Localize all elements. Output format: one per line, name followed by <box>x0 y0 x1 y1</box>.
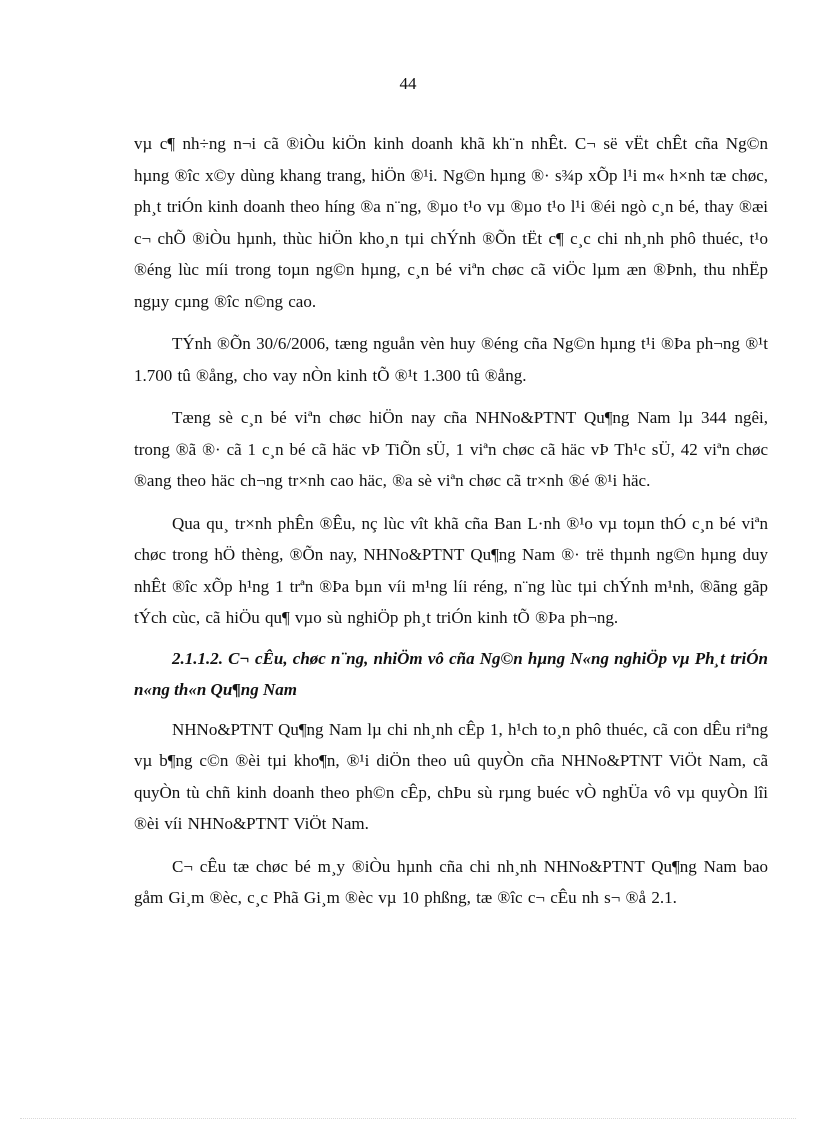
page-number: 44 <box>399 74 417 93</box>
bottom-divider <box>20 1118 796 1119</box>
paragraph-branch-status: NHNo&PTNT Qu¶ng Nam lµ chi nh¸nh cÊp 1, h¹ch to¸n phô thuéc, cã con dÊu riªng vµ b¶ng c©n ®èi tµi kho¶n, ®¹i diÖn theo uû quyÒn cña NHNo&PTNT ViÖt Nam, cã quyÒn tù chñ kinh doanh theo ph©n cÊp, chÞu sù rµng buéc vÒ nghÜa vô vµ quyÒn lîi ®èi víi NHNo&PTNT ViÖt Nam. <box>134 719 768 833</box>
section-heading: 2.1.1.2. C¬ cÊu, chøc n¨ng, nhiÖm vô cña Ng©n hµng N«ng nghiÖp vµ Ph¸t triÓn n«ng th«n Qu¶ng Nam <box>134 648 768 699</box>
paragraph-capital: TÝnh ®Õn 30/6/2006, tæng nguån vèn huy ®éng cña Ng©n hµng t¹i ®Þa ph¬ng ®¹t 1.700 tû ®ång, cho vay nÒn kinh tÕ ®¹t 1.300 tû ®ång. <box>134 334 768 385</box>
paragraph-structure: C¬ cÊu tæ chøc bé m¸y ®iÒu hµnh cña chi nh¸nh NHNo&PTNT Qu¶ng Nam bao gåm Gi¸m ®èc, c¸c Phã Gi¸m ®èc vµ 10 phßng, tæ ®îc c¬ cÊu nh s¬ ®å 2.1. <box>134 856 768 907</box>
paragraph-staff: Tæng sè c¸n bé viªn chøc hiÖn nay cña NHNo&PTNT Qu¶ng Nam lµ 344 ngêi, trong ®ã ®· cã 1 c¸n bé cã häc vÞ TiÕn sÜ, 1 viªn chøc cã häc vÞ Th¹c sÜ, 42 viªn chøc ®ang theo häc ch¬ng tr×nh cao häc, ®a sè viªn chøc cã tr×nh ®é ®¹i häc. <box>134 408 768 490</box>
paragraph-achievements: Qua qu¸ tr×nh phÊn ®Êu, nç lùc vît khã cña Ban L·nh ®¹o vµ toµn thÓ c¸n bé viªn chøc trong hÖ thèng, ®Õn nay, NHNo&PTNT Qu¶ng Nam ®· trë thµnh ng©n hµng duy nhÊt ®îc xÕp h¹ng 1 trªn ®Þa bµn víi m¹ng líi réng, n¨ng lùc tµi chÝnh m¹nh, ®ãng gãp tÝch cùc, cã hiÖu qu¶ vµo sù nghiÖp ph¸t triÓn kinh tÕ ®Þa ph¬ng. <box>134 513 768 627</box>
paragraph-continuation: vµ c¶ nh÷ng n¬i cã ®iÒu kiÖn kinh doanh khã kh¨n nhÊt. C¬ së vËt chÊt cña Ng©n hµng ®îc x©y dùng khang trang, hiÖn ®¹i. Ng©n hµng ®· s¾p xÕp l¹i m« h×nh tæ chøc, ph¸t triÓn kinh doanh theo híng ®a n¨ng, ®µo t¹o vµ ®µo t¹o l¹i ®éi ngò c¸n bé, thay ®æi c¬ chÕ ®iÒu hµnh, thùc hiÖn kho¸n tµi chÝnh ®Õn tËt c¶ c¸c chi nh¸nh phô thuéc, t¹o ®éng lùc míi trong toµn ng©n hµng, c¸n bé viªn chøc cã viÖc lµm æn ®Þnh, thu nhËp ngµy cµng ®îc n©ng cao. <box>134 134 768 311</box>
page-body <box>134 128 768 925</box>
